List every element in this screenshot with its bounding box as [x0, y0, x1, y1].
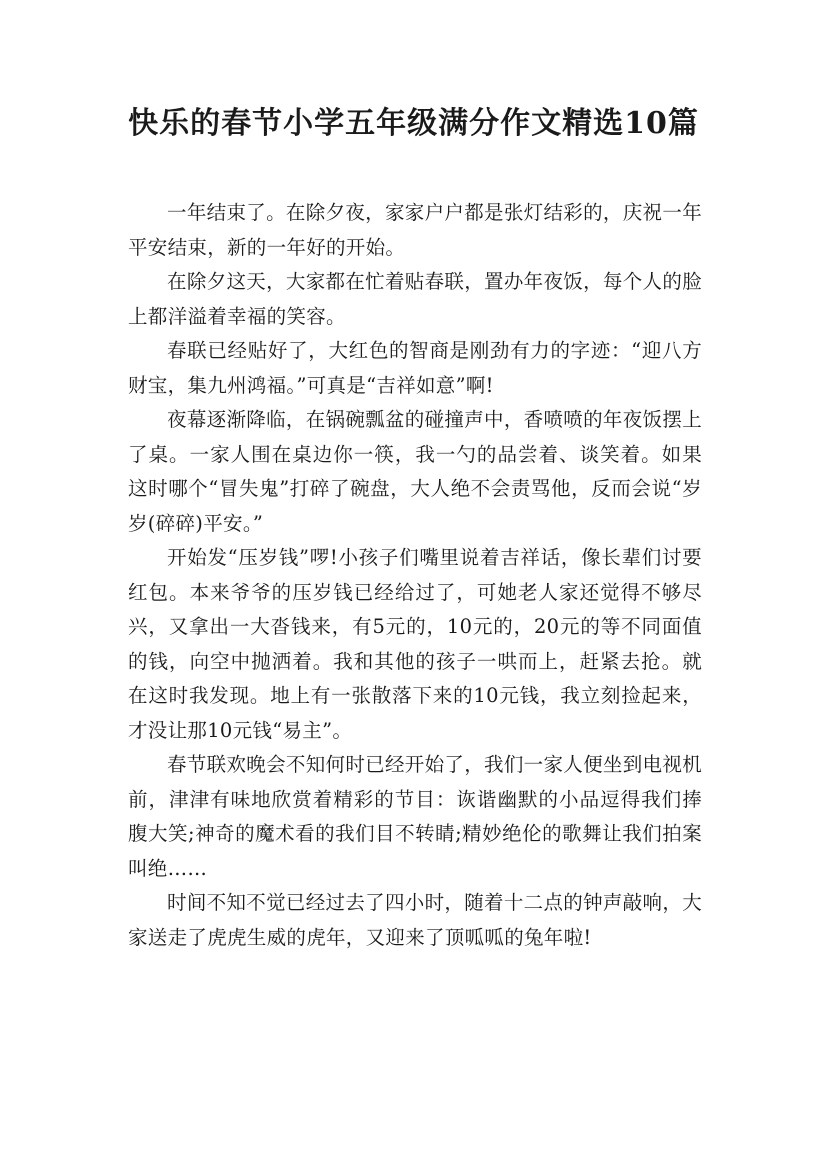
paragraph: 夜幕逐渐降临，在锅碗瓢盆的碰撞声中，香喷喷的年夜饭摆上了桌。一家人围在桌边你一筷，我一勺的品尝着、谈笑着。如果这时哪个“冒失鬼”打碎了碗盘，大人绝不会责骂他，反而会说“岁岁(碎碎)平安。”: [128, 408, 702, 535]
document-body: [128, 196, 702, 955]
paragraph: 开始发“压岁钱”啰!小孩子们嘴里说着吉祥话，像长辈们讨要红包。本来爷爷的压岁钱已经给过了，可她老人家还觉得不够尽兴，又拿出一大沓钱来，有5元的，10元的，20元的等不同面值的钱，向空中抛洒着。我和其他的孩子一哄而上，赶紧去抢。就在这时我发现。地上有一张散落下来的10元钱，我立刻捡起来，才没让那10元钱“易主”。: [128, 546, 702, 742]
paragraph: 时间不知不觉已经过去了四小时，随着十二点的钟声敲响，大家送走了虎虎生威的虎年，又迎来了顶呱呱的兔年啦!: [128, 891, 702, 949]
paragraph: 春联已经贴好了，大红色的智商是刚劲有力的字迹：“迎八方财宝，集九州鸿福。”可真是“吉祥如意”啊!: [128, 339, 702, 397]
paragraph: 一年结束了。在除夕夜，家家户户都是张灯结彩的，庆祝一年平安结束，新的一年好的开始。: [128, 201, 702, 259]
paragraph: 春节联欢晚会不知何时已经开始了，我们一家人便坐到电视机前，津津有味地欣赏着精彩的节目：诙谐幽默的小品逗得我们捧腹大笑;神奇的魔术看的我们目不转睛;精妙绝伦的歌舞让我们拍案叫绝……: [128, 753, 702, 880]
document-title: 快乐的春节小学五年级满分作文精选10篇: [128, 106, 699, 141]
paragraph: 在除夕这天，大家都在忙着贴春联，置办年夜饭，每个人的脸上都洋溢着幸福的笑容。: [128, 270, 702, 328]
